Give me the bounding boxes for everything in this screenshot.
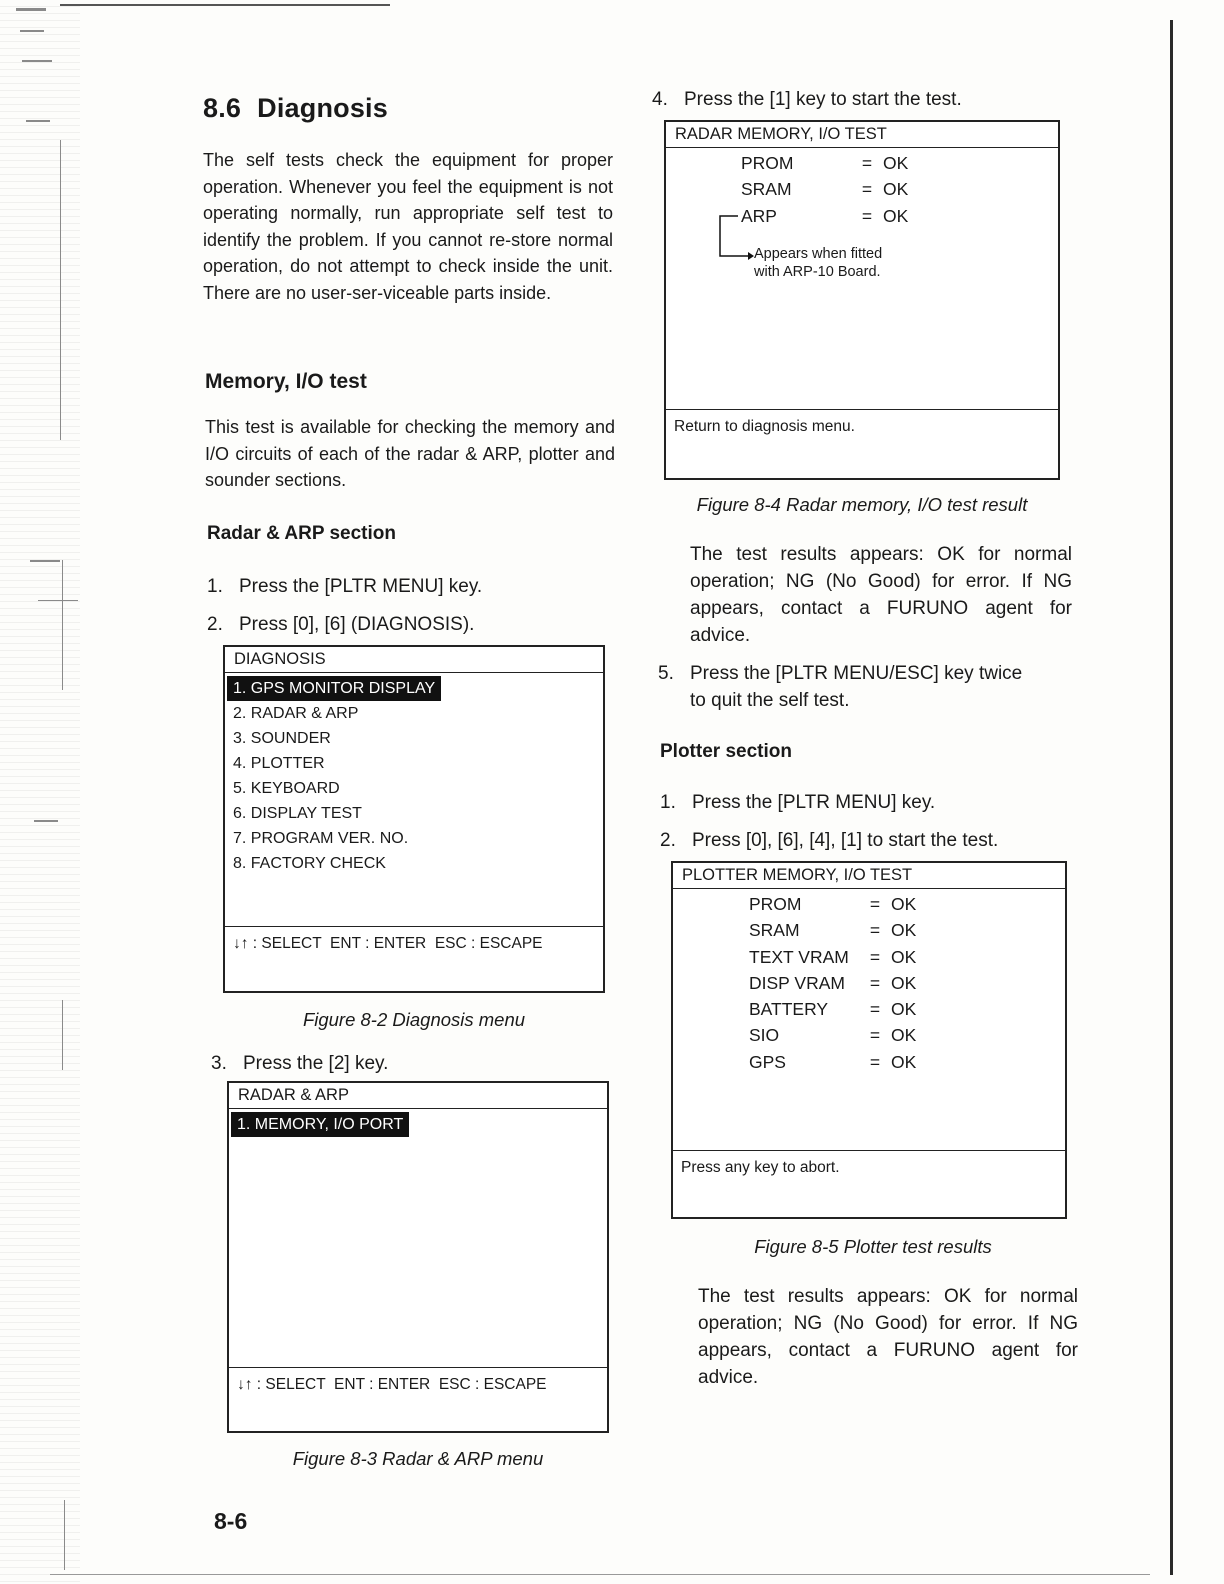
memory-io-paragraph: This test is available for checking the memory and I/O circuits of each of the radar & ARP, plotter and sounder sections. <box>205 417 615 490</box>
menu-item-factory-check[interactable]: 8. FACTORY CHECK <box>233 855 386 872</box>
screen-title: PLOTTER MEMORY, I/O TEST <box>673 863 1065 889</box>
figure-8-4-caption: Figure 8-4 Radar memory, I/O test result <box>696 494 1028 515</box>
menu-item-display-test[interactable]: 6. DISPLAY TEST <box>233 805 362 822</box>
result-row-sio: SIO = OK <box>749 1025 917 1045</box>
section-heading <box>203 93 388 124</box>
plotter-step-2: 2. Press [0], [6], [4], [1] to start the test. <box>660 830 999 851</box>
result-row-prom: PROM = OK <box>749 894 917 914</box>
result-row-disp-vram: DISP VRAM = OK <box>749 973 917 993</box>
radar-step-1: 1. Press the [PLTR MENU] key. <box>207 576 483 597</box>
plotter-step-1: 1. Press the [PLTR MENU] key. <box>660 792 936 813</box>
radar-step-2: 2. Press [0], [6] (DIAGNOSIS). <box>207 614 475 635</box>
screen-footer: Press any key to abort. <box>673 1150 1065 1226</box>
scan-right-binding <box>1158 0 1224 1584</box>
menu-item-memory-io-port[interactable]: 1. MEMORY, I/O PORT <box>231 1112 409 1137</box>
diagnosis-menu-screen <box>223 645 605 993</box>
result-row-gps: GPS = OK <box>749 1052 917 1072</box>
plotter-heading: Plotter section <box>660 741 792 762</box>
radar-step-5: 5. Press the [PLTR MENU/ESC] key twice to quit the self test. <box>658 663 1023 711</box>
screen-footer: Return to diagnosis menu. <box>666 409 1058 487</box>
figure-8-2-caption: Figure 8-2 Diagnosis menu <box>302 1009 526 1030</box>
figure-8-5-caption: Figure 8-5 Plotter test results <box>754 1236 992 1257</box>
menu-item-sounder[interactable]: 3. SOUNDER <box>233 730 331 747</box>
screen-title: RADAR MEMORY, I/O TEST <box>666 122 1058 148</box>
callout-bracket <box>714 212 754 264</box>
radar-step-4: 4. Press the [1] key to start the test. <box>652 89 962 110</box>
scan-bottom-edge <box>50 1574 1150 1575</box>
result-paragraph-1: The test results appears: OK for normal operation; NG (No Good) for error. If NG appears, contact a FURUNO agent for advice. <box>690 544 1072 646</box>
section-number: 8.6 <box>203 93 242 123</box>
result-row-battery: BATTERY = OK <box>749 999 917 1019</box>
screen-title: DIAGNOSIS <box>225 647 603 673</box>
result-row-sram: SRAM = OK <box>741 179 909 199</box>
radar-memory-test-screen <box>664 120 1060 480</box>
menu-item-keyboard[interactable]: 5. KEYBOARD <box>233 780 340 797</box>
menu-item-program-ver[interactable]: 7. PROGRAM VER. NO. <box>233 830 409 847</box>
result-row-sram: SRAM = OK <box>749 920 917 940</box>
memory-io-heading: Memory, I/O test <box>205 370 367 393</box>
result-row-arp: ARP = OK <box>741 206 909 226</box>
result-paragraph-2: The test results appears: OK for normal operation; NG (No Good) for error. If NG appears, contact a FURUNO agent for advice. <box>698 1286 1078 1388</box>
radar-arp-heading: Radar & ARP section <box>207 523 396 544</box>
scan-left-margin <box>0 0 80 1584</box>
screen-footer: ↓↑ : SELECT ENT : ENTER ESC : ESCAPE <box>225 926 603 1000</box>
radar-arp-menu-screen <box>227 1081 609 1433</box>
scan-top-edge <box>60 4 390 6</box>
section-title: Diagnosis <box>257 93 388 123</box>
menu-item-radar-arp[interactable]: 2. RADAR & ARP <box>233 705 359 722</box>
screen-footer: ↓↑ : SELECT ENT : ENTER ESC : ESCAPE <box>229 1367 607 1440</box>
menu-item-plotter[interactable]: 4. PLOTTER <box>233 755 325 772</box>
radar-step-3: 3. Press the [2] key. <box>211 1053 389 1074</box>
result-row-text-vram: TEXT VRAM = OK <box>749 947 917 967</box>
screen-title: RADAR & ARP <box>229 1083 607 1109</box>
menu-item-gps-monitor[interactable]: 1. GPS MONITOR DISPLAY <box>227 676 441 701</box>
page-number: 8-6 <box>214 1508 248 1534</box>
result-row-prom: PROM = OK <box>741 153 909 173</box>
arp-board-note: Appears when fitted with ARP-10 Board. <box>754 246 883 280</box>
plotter-memory-test-screen <box>671 861 1067 1219</box>
figure-8-3-caption: Figure 8-3 Radar & ARP menu <box>292 1448 544 1469</box>
intro-paragraph: The self tests check the equipment for proper operation. Whenever you feel the equipment is not operating normally, run appropriate self test to identify the problem. If you cannot re-store normal operation, do not attempt to check inside the unit. There are no user-ser-viceable parts inside. <box>203 150 613 303</box>
